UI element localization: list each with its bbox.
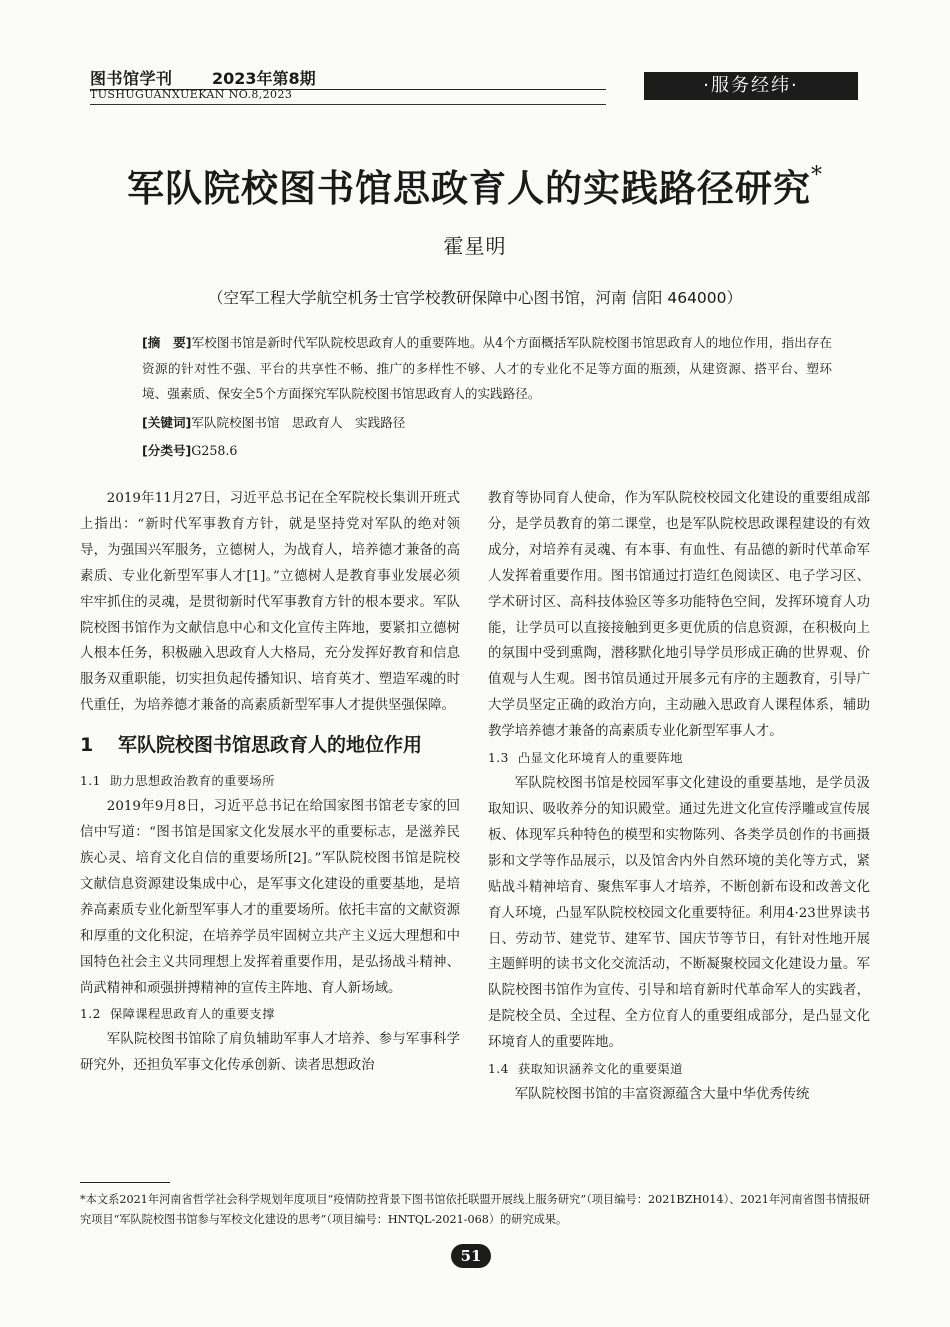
abstract-label: [摘 要] [142,335,192,350]
classification [142,440,237,459]
abstract [142,330,832,407]
subsection-title: 助力思想政治教育的重要场所 [110,774,275,789]
header-rule-bottom [90,104,606,105]
subsection-1-2-paragraph: 军队院校图书馆除了肩负辅助军事人才培养、参与军事科学研究外，还担负军事文化传承创新、读者思想政治 [80,1032,460,1074]
subsection-number: 1.4 [488,1062,509,1077]
author-affiliation: （空军工程大学航空机务士官学校教研保障中心图书馆，河南 信阳 464000） [207,289,743,307]
journal-pinyin: TUSHUGUANXUEKAN NO.8,2023 [90,88,293,101]
keywords [142,412,405,431]
keywords-text: 军队院校图书馆 思政育人 实践路径 [191,415,406,430]
subsection-1-1-paragraph: 2019年9月8日，习近平总书记在给国家图书馆老专家的回信中写道：“图书馆是国家文化发展水平的重要标志，是滋养民族心灵、培育文化自信的重要场所[2]。”军队院校图书馆是院校文献信息资源建设集成中心，是军事文化建设的重要基地，是培养高素质专业化新型军事人才的重要场所。依托丰富的文献资源和厚重的文化积淀，在培养学员牢固树立共产主义远大理想和中国特色社会主义共同理想上发挥着重要作用，是弘扬战斗精神、尚武精神和顽强拼搏精神的宣传主阵地、育人新场域。 [80,799,460,996]
subsection-1-3-paragraph: 军队院校图书馆是校园军事文化建设的重要基地，是学员汲取知识、吸收养分的知识殿堂。通过先进文化宣传浮雕或宣传展板、体现军兵种特色的模型和实物陈列、各类学员创作的书画摄影和文学等作品展示，以及馆舍内外自然环境的美化等方式，紧贴战斗精神培育、聚焦军事人才培养，不断创新布设和改善文化育人环境，凸显军队院校校园文化重要特征。利用4·23世界读书日、劳动节、建党节、建军节、国庆节等节日，有针对性地开展主题鲜明的读书文化交流活动，不断凝聚校园文化建设力量。军队院校图书馆作为宣传、引导和培育新时代革命军人的实践者，是院校全员、全过程、全方位育人的重要组成部分，是凸显文化环境育人的重要阵地。 [488,776,870,1051]
subsection-1-2-heading [80,1001,460,1027]
section-label: ·服务经纬· [644,72,858,100]
subsection-title: 保障课程思政育人的重要支撑 [110,1007,275,1022]
page-number: 51 [451,1244,491,1268]
footnote-rule [80,1182,170,1183]
issue-label: 2023年第8期 [212,69,316,88]
subsection-number: 1.2 [80,1007,101,1022]
body-right-column [488,486,870,1108]
classification-number: G258.6 [191,443,238,458]
subsection-1-3-heading [488,745,870,771]
author-name: 霍星明 [443,234,507,258]
subsection-title: 获取知识涵养文化的重要渠道 [518,1062,683,1077]
article-title [0,158,950,212]
subsection-1-1-heading [80,768,460,794]
footnote: *本文系2021年河南省哲学社会科学规划年度项目“疫情防控背景下图书馆依托联盟开展线上服务研究”（项目编号：2021BZH014）、2021年河南省图书情报研究项目“军队院校图书馆参与军校文化建设的思考”（项目编号：HNTQL-2021-068）的研究成果。 [80,1193,870,1226]
continued-paragraph: 教育等协同育人使命，作为军队院校校园文化建设的重要组成部分，是学员教育的第二课堂，也是军队院校思政课程建设的有效成分，对培养有灵魂、有本事、有血性、有品德的新时代革命军人发挥着重要作用。图书馆通过打造红色阅读区、电子学习区、学术研讨区、高科技体验区等多功能特色空间，发挥环境育人功能，让学员可以直接接触到更多更优质的信息资源，在积极向上的氛围中受到熏陶，潜移默化地引导学员形成正确的世界观、价值观与人生观。图书馆员通过开展多元有序的主题教育，引导广大学员坚定正确的政治方向，主动融入思政育人课程体系，辅助教学培养德才兼备的高素质专业化新型军事人才。 [488,491,870,740]
keywords-label: [关键词] [142,415,192,430]
body-left-column [80,486,460,1079]
journal-name: 图书馆学刊 [90,69,173,88]
subsection-1-4-paragraph: 军队院校图书馆的丰富资源蕴含大量中华优秀传统 [514,1087,810,1103]
section-1-title: 军队院校图书馆思政育人的地位作用 [118,734,423,757]
section-1-number: 1 [80,734,94,757]
abstract-text: 军校图书馆是新时代军队院校思政育人的重要阵地。从4个方面概括军队院校图书馆思政育人的地位作用，指出存在资源的针对性不强、平台的共享性不畅、推广的多样性不够、人才的专业化不足等方面的瓶颈，从建资源、搭平台、塑环境、强素质、保安全5个方面探究军队院校图书馆思政育人的实践路径。 [142,335,832,401]
classification-label: [分类号] [142,443,192,458]
section-1-heading [80,731,460,760]
title-footnote-mark: * [811,162,823,188]
intro-paragraph: 2019年11月27日，习近平总书记在全军院校长集训开班式上指出：“新时代军事教育方针，就是坚持党对军队的绝对领导，为强国兴军服务，立德树人，为战育人，培养德才兼备的高素质、专业化新型军事人才[1]。”立德树人是教育事业发展必须牢牢抓住的灵魂，是贯彻新时代军事教育方针的根本要求。军队院校图书馆作为文献信息中心和文化宣传主阵地，要紧扣立德树人根本任务，积极融入思政育人大格局，充分发挥好教育和信息服务双重职能，切实担负起传播知识、培育英才、塑造军魂的时代重任，为培养德才兼备的高素质新型军事人才提供坚强保障。 [80,491,460,714]
subsection-title: 凸显文化环境育人的重要阵地 [518,751,683,766]
subsection-number: 1.1 [80,774,101,789]
title-text: 军队院校图书馆思政育人的实践路径研究 [127,166,811,210]
subsection-1-4-heading [488,1056,870,1082]
subsection-number: 1.3 [488,751,509,766]
